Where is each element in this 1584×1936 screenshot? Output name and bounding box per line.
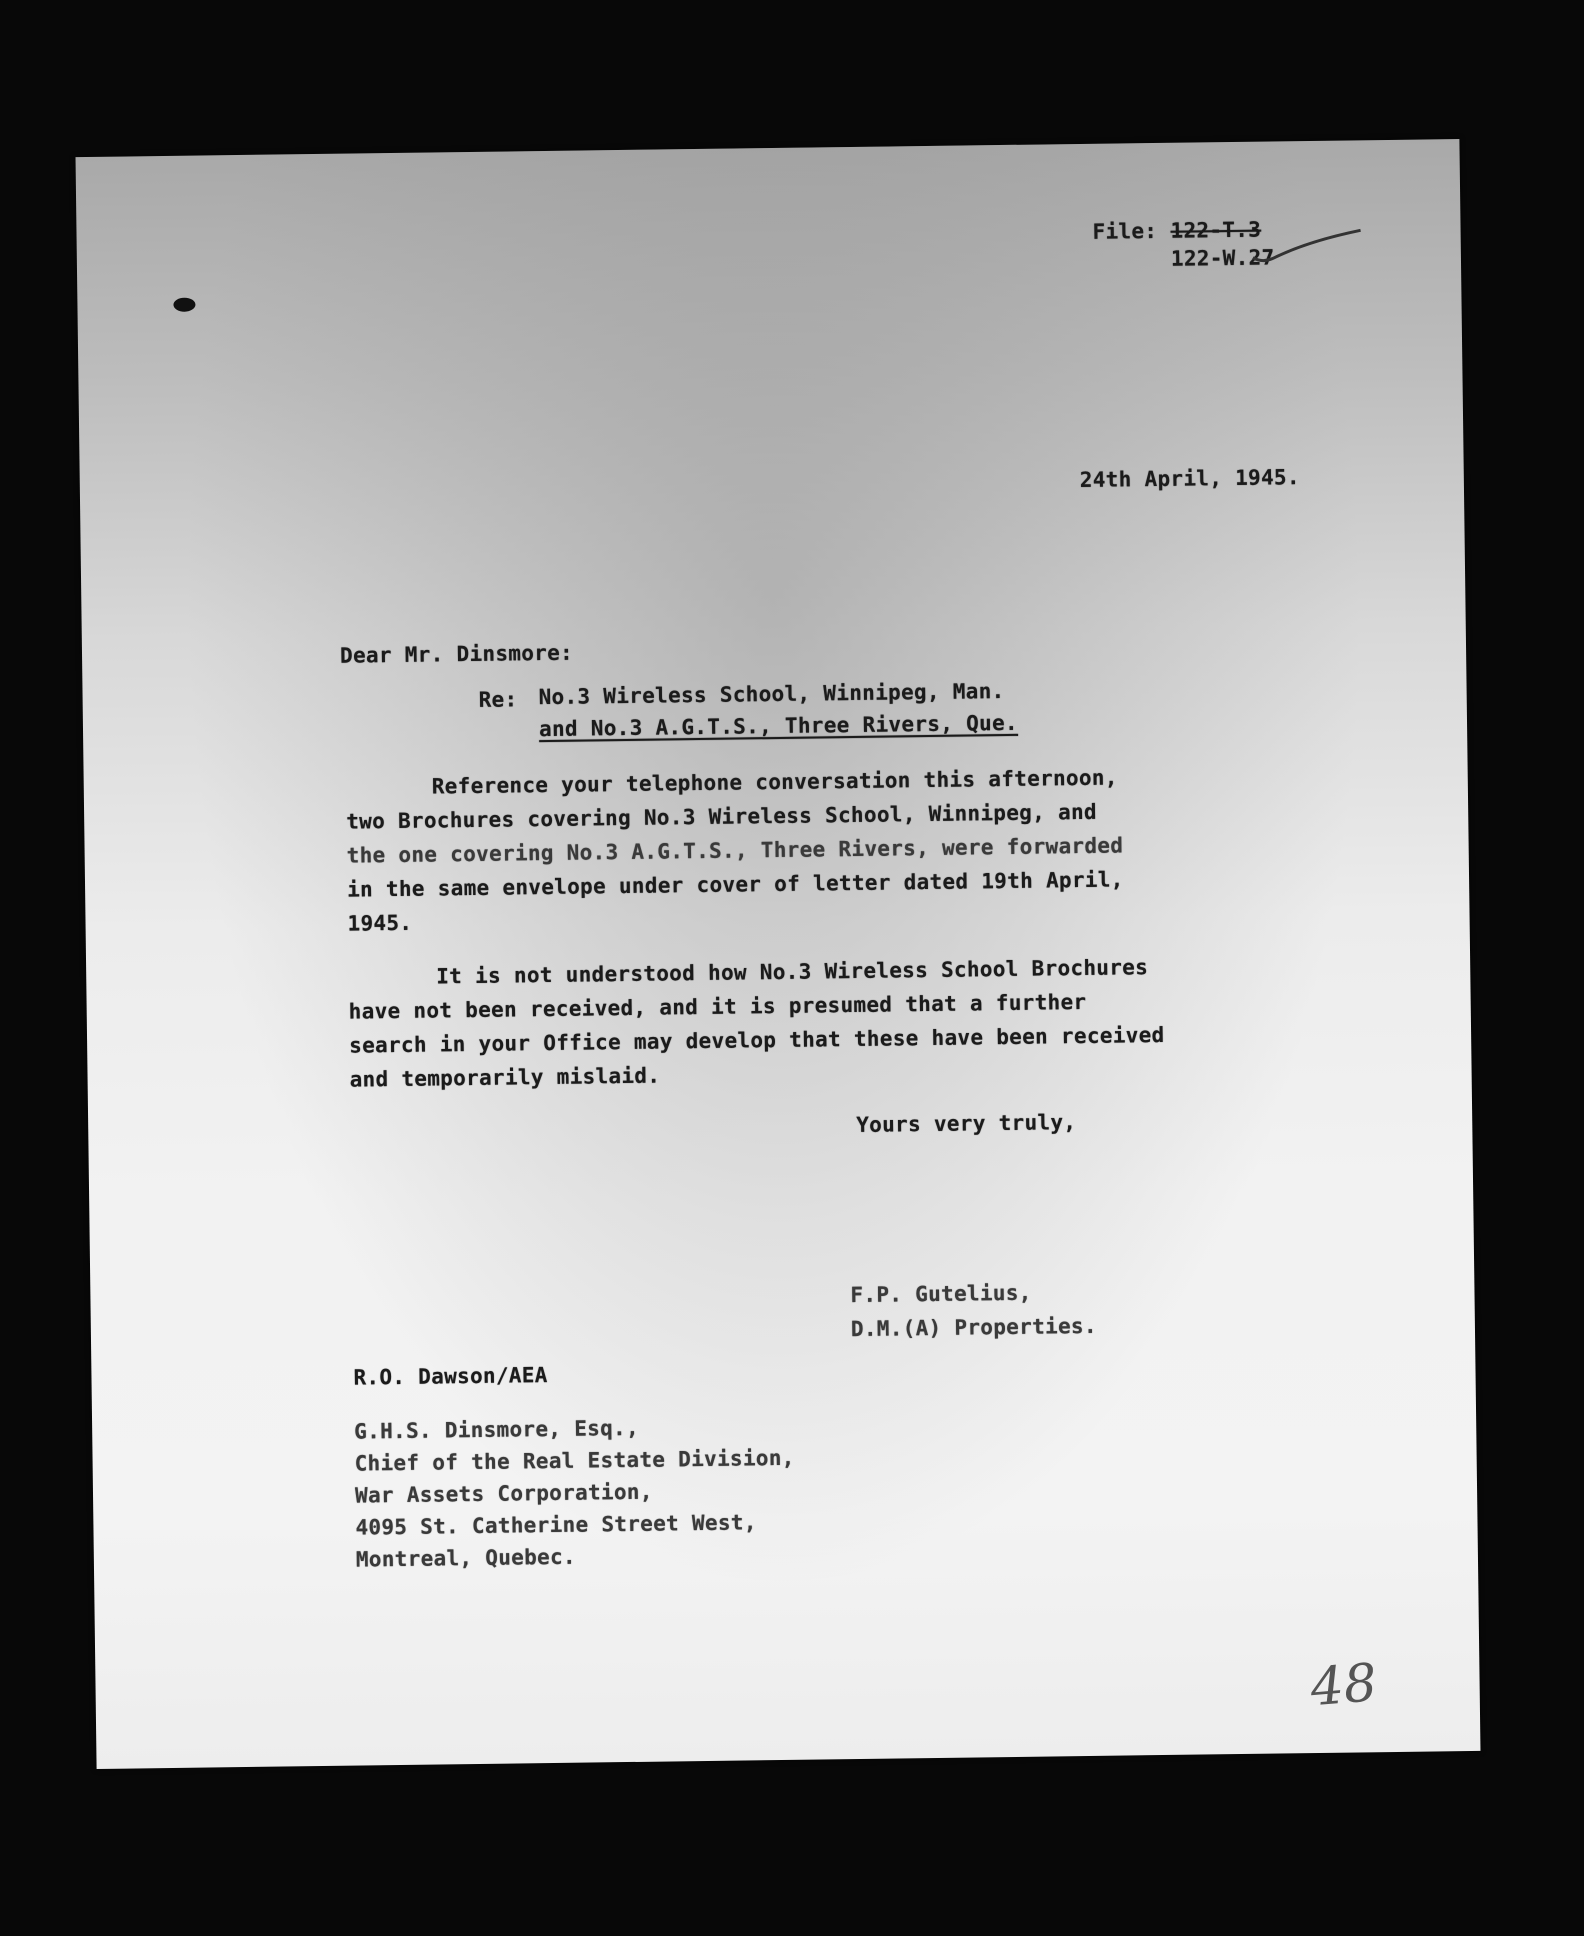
signatory-name: F.P. Gutelius, <box>850 1280 1032 1308</box>
paragraph-line: search in your Office may develop that these have been received <box>349 1022 1165 1058</box>
re-line-1: No.3 Wireless School, Winnipeg, Man. <box>538 679 1005 710</box>
reference-initials: R.O. Dawson/AEA <box>353 1363 548 1390</box>
paragraph-line: the one covering No.3 A.G.T.S., Three Rivers, were forwarded <box>346 833 1124 868</box>
addressee-line: G.H.S. Dinsmore, Esq., <box>354 1415 640 1444</box>
paragraph-line: in the same envelope under cover of letter dated 19th April, <box>346 867 1124 902</box>
paragraph-line: have not been received, and it is presumed that a further <box>348 989 1087 1024</box>
closing: Yours very truly, <box>856 1110 1077 1137</box>
file-label: File: <box>1092 218 1158 244</box>
ink-blot <box>173 298 195 312</box>
file-number-current: 122-W.27 <box>1170 245 1275 271</box>
page-number: 48 <box>1308 1653 1380 1719</box>
addressee-line: War Assets Corporation, <box>354 1479 653 1508</box>
letter-date: 24th April, 1945. <box>1079 465 1301 493</box>
addressee-line: Montreal, Quebec. <box>355 1544 577 1572</box>
checkmark-icon <box>1249 226 1370 268</box>
re-label: Re: <box>478 687 518 712</box>
file-number-struck: 122-T.3 <box>1170 217 1262 243</box>
paragraph-line: Reference your telephone conversation this afternoon, <box>431 765 1118 799</box>
paragraph-line: and temporarily mislaid. <box>349 1063 661 1092</box>
signatory-title: D.M.(A) Properties. <box>850 1313 1097 1342</box>
addressee-line: Chief of the Real Estate Division, <box>354 1445 795 1476</box>
salutation: Dear Mr. Dinsmore: <box>339 640 574 668</box>
letter-page <box>76 139 1481 1769</box>
re-line-2: and No.3 A.G.T.S., Three Rivers, Que. <box>538 710 1019 742</box>
addressee-line: 4095 St. Catherine Street West, <box>355 1510 757 1540</box>
paragraph-line: It is not understood how No.3 Wireless School Brochures <box>436 955 1149 989</box>
paragraph-line: two Brochures covering No.3 Wireless School, Winnipeg, and <box>346 799 1098 834</box>
paragraph-line: 1945. <box>347 910 413 936</box>
